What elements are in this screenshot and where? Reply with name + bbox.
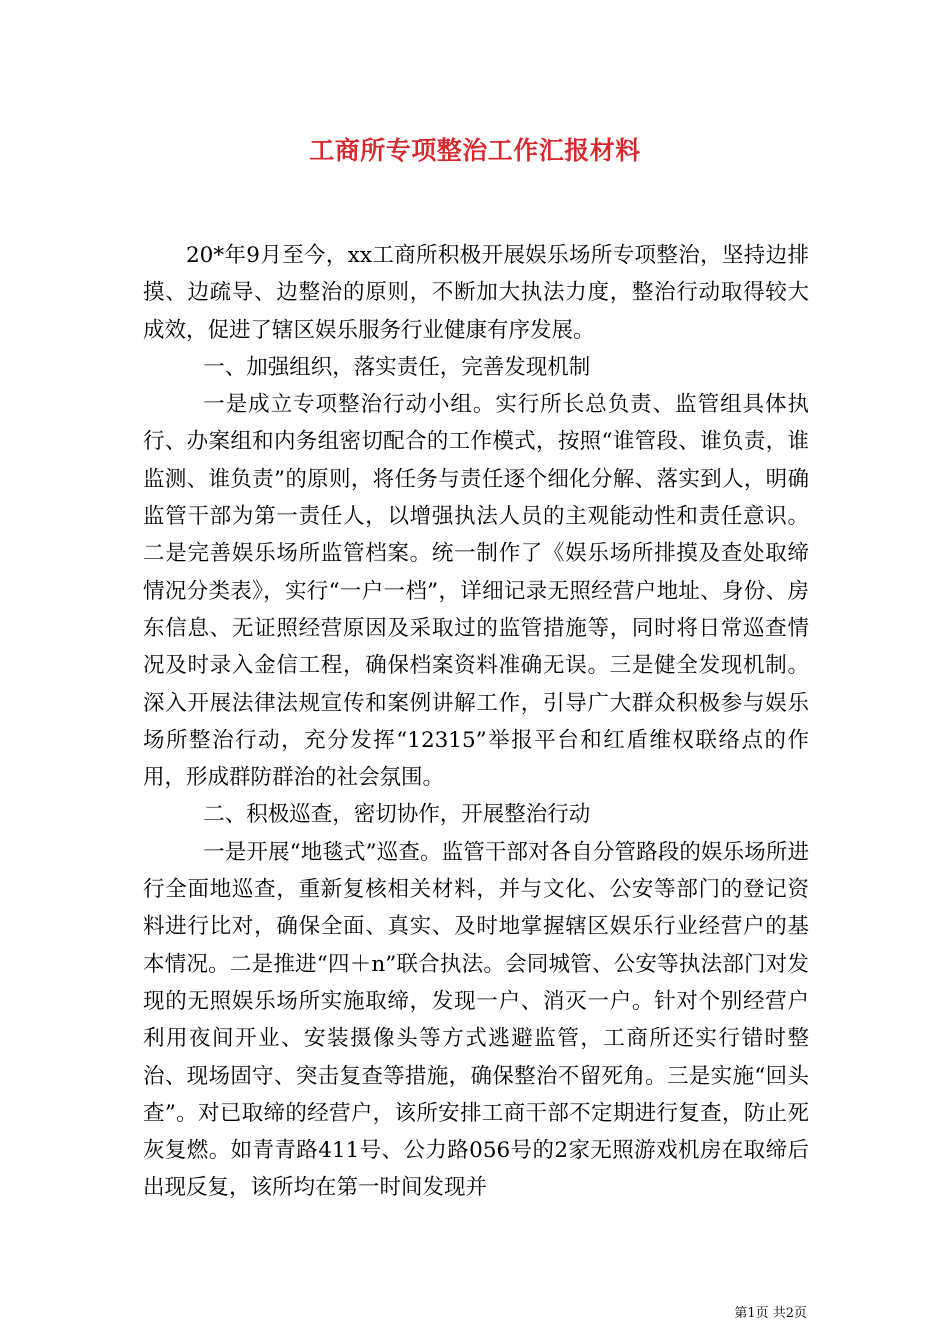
section-heading-2: 二、积极巡查，密切协作，开展整治行动 [203,802,591,828]
intro-paragraph: 20*年9月至今，xx工商所积极开展娱乐场所专项整治，坚持边排摸、边疏导、边整治的原则，不断加大执法力度，整治行动取得较大成效，促进了辖区娱乐服务行业健康有序发展。 [143,243,809,343]
section-heading-1: 一、加强组织，落实责任，完善发现机制 [203,354,591,380]
section-paragraph-1: 一是成立专项整治行动小组。实行所长总负责、监管组具体执行、办案组和内务组密切配合的工作模式，按照“谁管段、谁负责，谁监测、谁负责”的原则，将任务与责任逐个细化分解、落实到人，明确监管干部为第一责任人，以增强执法人员的主观能动性和责任意识。二是完善娱乐场所监管档案。统一制作了《娱乐场所排摸及查处取缔情况分类表》，实行“一户一档”，详细记录无照经营户地址、身份、房东信息、无证照经营原因及采取过的监管措施等，同时将日常巡查情况及时录入金信工程，确保档案资料准确无误。三是健全发现机制。深入开展法律法规宣传和案例讲解工作，引导广大群众积极参与娱乐场所整治行动，充分发挥“12315”举报平台和红盾维权联络点的作用，形成群防群治的社会氛围。 [143,392,809,791]
document-title: 工商所专项整治工作汇报材料 [309,136,641,165]
page-number: 第1页 共2页 [734,1306,807,1321]
document-body [143,237,809,1207]
section-paragraph-2: 一是开展“地毯式”巡查。监管干部对各自分管路段的娱乐场所进行全面地巡查，重新复核相关材料，并与文化、公安等部门的登记资料进行比对，确保全面、真实、及时地掌握辖区娱乐行业经营户的基本情况。二是推进“四＋n”联合执法。会同城管、公安等执法部门对发现的无照娱乐场所实施取缔，发现一户、消灭一户。针对个别经营户利用夜间开业、安装摄像头等方式逃避监管，工商所还实行错时整治、现场固守、突击复查等措施，确保整治不留死角。三是实施“回头查”。对已取缔的经营户，该所安排工商干部不定期进行复查，防止死灰复燃。如青青路411号、公力路056号的2家无照游戏机房在取缔后出现反复，该所均在第一时间发现并 [143,839,809,1201]
